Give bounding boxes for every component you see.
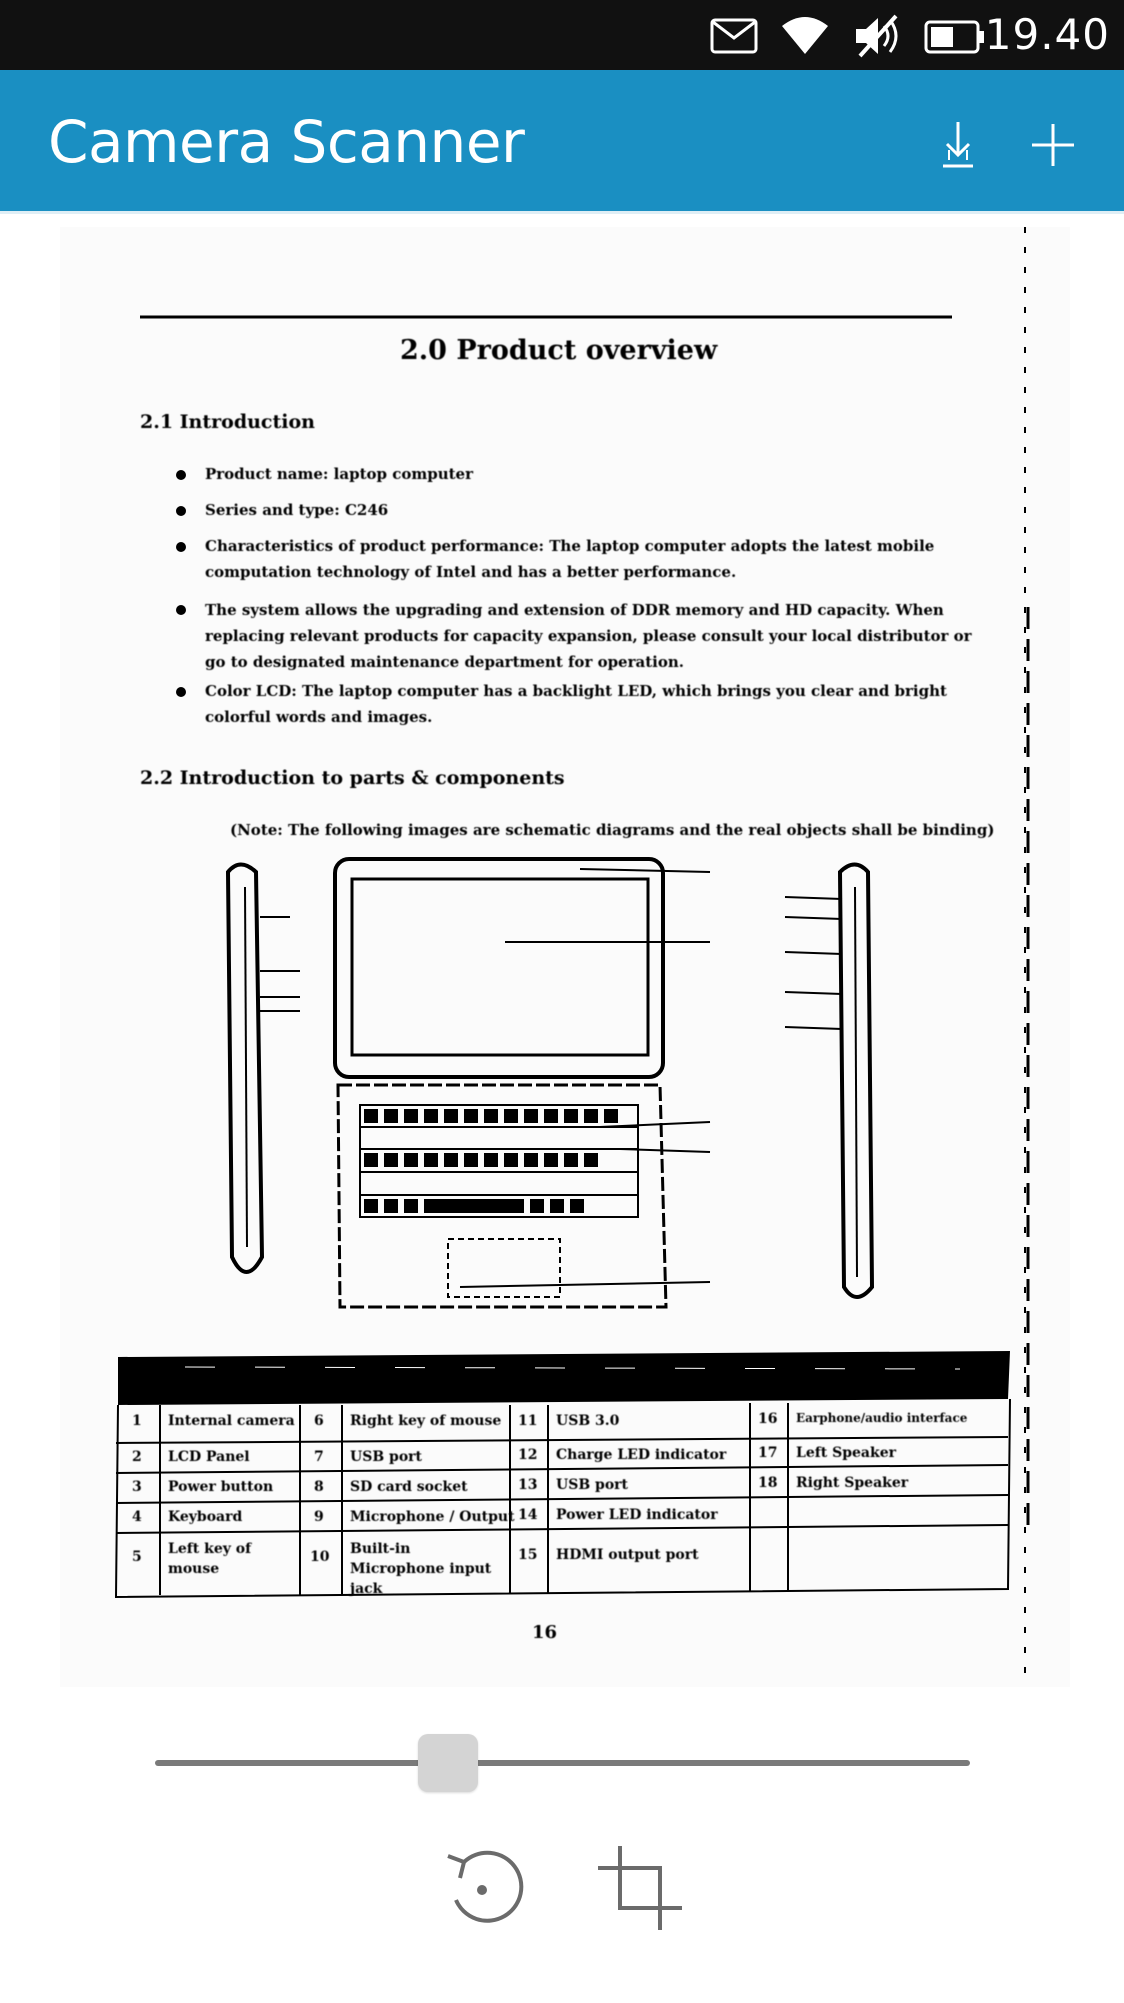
rotate-icon bbox=[434, 1840, 530, 1936]
table-cell: 15 bbox=[518, 1547, 538, 1563]
doc-note: (Note: The following images are schematic diagrams and the real objects shall be binding) bbox=[230, 821, 995, 839]
download-icon bbox=[923, 110, 993, 180]
table-cell: Power LED indicator bbox=[556, 1507, 718, 1523]
table-cell: USB port bbox=[556, 1477, 628, 1493]
table-cell: 1 bbox=[132, 1413, 142, 1429]
download-button[interactable] bbox=[923, 110, 993, 180]
table-cell: Charge LED indicator bbox=[556, 1447, 727, 1463]
table-cell: Internal camera bbox=[168, 1413, 295, 1429]
table-cell: HDMI output port bbox=[556, 1547, 699, 1563]
add-button[interactable] bbox=[1018, 110, 1088, 180]
table-cell: 14 bbox=[518, 1507, 538, 1523]
doc-bullet: Product name: laptop computer bbox=[205, 465, 473, 483]
rotate-button[interactable] bbox=[434, 1840, 530, 1936]
table-cell: Microphone / Output bbox=[350, 1509, 515, 1525]
table-cell: Left Speaker bbox=[796, 1445, 896, 1461]
crop-button[interactable] bbox=[592, 1840, 688, 1936]
table-cell: LCD Panel bbox=[168, 1449, 250, 1465]
table-cell: 17 bbox=[758, 1445, 778, 1461]
table-cell: 3 bbox=[132, 1479, 142, 1495]
table-cell: Power button bbox=[168, 1479, 274, 1495]
doc-bullet: Series and type: C246 bbox=[205, 501, 389, 519]
doc-bullet: The system allows the upgrading and extension of DDR memory and HD capacity. When replacing relevant products for capacity expansion, please consult your local distributor or go to designated maintenance department for operation. bbox=[205, 601, 972, 671]
slider-track[interactable] bbox=[155, 1760, 970, 1766]
doc-section-parts: 2.2 Introduction to parts & components bbox=[140, 767, 565, 789]
scan-artwork bbox=[60, 227, 1070, 1687]
mail-icon bbox=[710, 18, 758, 58]
table-cell: USB port bbox=[350, 1449, 422, 1465]
table-cell: 5 bbox=[132, 1549, 142, 1565]
doc-page-number: 16 bbox=[532, 1622, 558, 1643]
table-cell: Keyboard bbox=[168, 1509, 243, 1525]
app-header bbox=[0, 70, 1124, 214]
table-cell: 12 bbox=[518, 1447, 538, 1463]
table-cell: USB 3.0 bbox=[556, 1413, 620, 1429]
doc-title: 2.0 Product overview bbox=[400, 335, 718, 366]
document-preview[interactable] bbox=[0, 217, 1124, 1697]
table-cell: Built-in Microphone input jack bbox=[350, 1541, 492, 1597]
table-cell: SD card socket bbox=[350, 1479, 468, 1495]
table-cell: 7 bbox=[314, 1449, 324, 1465]
table-cell: Left key of mouse bbox=[168, 1541, 252, 1577]
table-cell: 4 bbox=[132, 1509, 142, 1525]
table-cell: Right key of mouse bbox=[350, 1413, 502, 1429]
table-cell: 16 bbox=[758, 1411, 778, 1427]
table-cell: 8 bbox=[314, 1479, 324, 1495]
table-cell: 9 bbox=[314, 1509, 324, 1525]
slider-thumb[interactable] bbox=[418, 1734, 478, 1792]
table-cell: 18 bbox=[758, 1475, 778, 1491]
table-cell: Earphone/audio interface bbox=[796, 1411, 968, 1425]
table-cell: 6 bbox=[314, 1413, 324, 1429]
status-bar bbox=[0, 0, 1124, 70]
add-icon bbox=[1018, 110, 1088, 180]
status-time: 19.40 bbox=[984, 10, 1110, 59]
scanned-page bbox=[60, 227, 1070, 1687]
mute-icon bbox=[852, 14, 902, 62]
table-cell: Right Speaker bbox=[796, 1475, 909, 1491]
doc-bullet: Characteristics of product performance: The laptop computer adopts the latest mobile computation technology of Intel and has a better performance. bbox=[205, 537, 935, 581]
crop-icon bbox=[592, 1840, 688, 1936]
adjust-slider[interactable] bbox=[155, 1734, 970, 1794]
wifi-icon bbox=[780, 14, 830, 60]
app-title: Camera Scanner bbox=[48, 108, 525, 176]
table-cell: 10 bbox=[310, 1549, 330, 1565]
table-cell: 2 bbox=[132, 1449, 142, 1465]
table-cell: 13 bbox=[518, 1477, 538, 1493]
table-cell: 11 bbox=[518, 1413, 538, 1429]
doc-bullet: Color LCD: The laptop computer has a backlight LED, which brings you clear and bright colorful words and images. bbox=[205, 682, 947, 726]
battery-icon bbox=[924, 20, 986, 58]
doc-section-intro: 2.1 Introduction bbox=[140, 411, 315, 433]
